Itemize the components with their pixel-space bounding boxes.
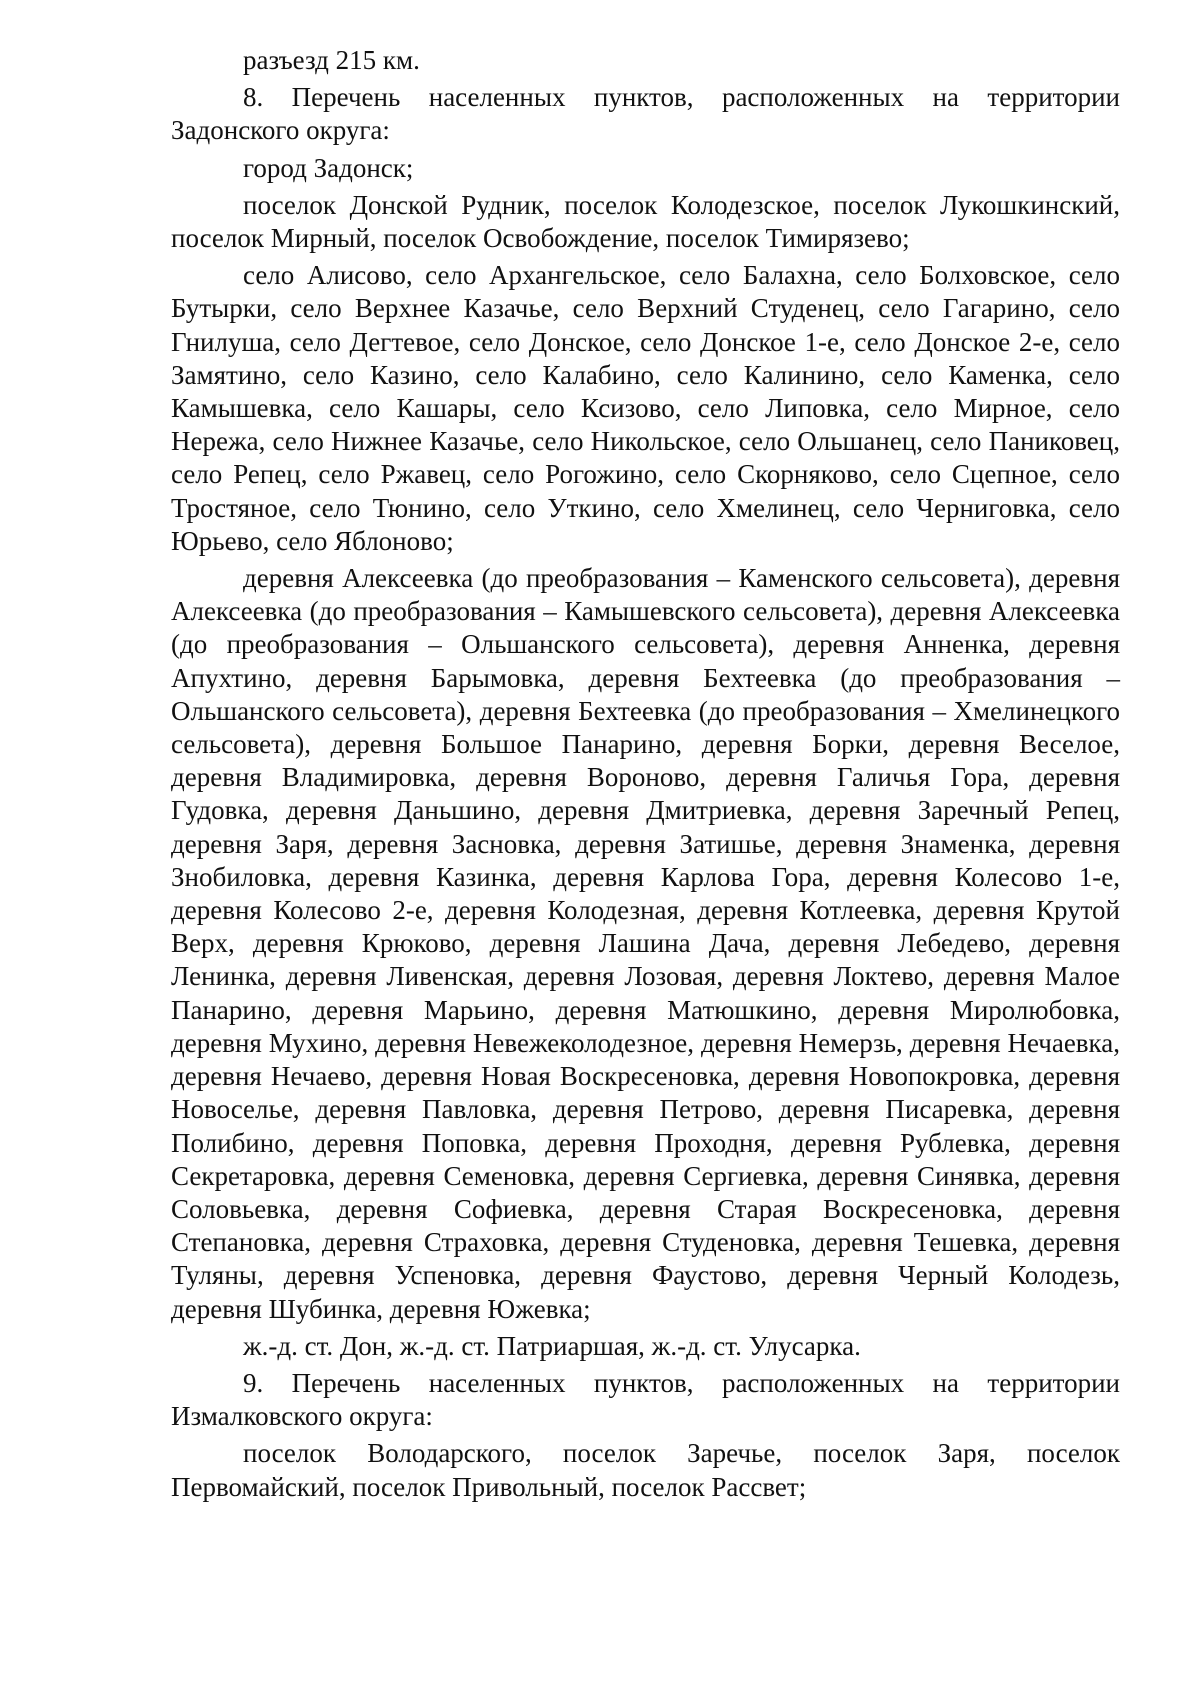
village-selo-list: село Алисово, село Архангельское, село Балахна, село Болховское, село Бутырки, село Верхнее Казачье, село Верхний Студенец, село Гагарино, село Гнилуша, село Дегтевое, село Донское, село Донское 1-е, село Донское 2-е, село Замятино, село Казино, село Калабино, село Калинино, село Каменка, село Камышевка, село Кашары, село Ксизово, село Липовка, село Мирное, село Нережа, село Нижнее Казачье, село Никольское, село Ольшанец, село Паниковец, село Репец, село Ржавец, село Рогожино, село Скорняково, село Сцепное, село Тростяное, село Тюнино, село Уткино, село Хмелинец, село Черниговка, село Юрьево, село Яблоново; [171,260,1120,556]
section-8-heading: 8. Перечень населенных пунктов, расположенных на территории Задонского округа: [171,82,1120,146]
section-9-heading: 9. Перечень населенных пунктов, расположенных на территории Измалковского округа: [171,1367,1120,1432]
izmalkovo-settlement-list: поселок Володарского, поселок Заречье, поселок Заря, поселок Первомайский, поселок Привольный, поселок Рассвет; [171,1438,1120,1502]
station-line: разъезд 215 км. [243,45,420,75]
city-list: город Задонск; [243,152,414,183]
settlement-list: поселок Донской Рудник, поселок Колодезское, поселок Лукошкинский, поселок Мирный, поселок Освобождение, поселок Тимирязево; [171,189,1120,254]
railway-station-list: ж.-д. ст. Дон, ж.-д. ст. Патриаршая, ж.-д. ст. Улусарка. [243,1330,861,1361]
village-derevnya-list: деревня Алексеевка (до преобразования – Каменского сельсовета), деревня Алексеевка (до преобразования – Камышевского сельсовета), деревня Алексеевка (до преобразования – Ольшанского сельсовета), деревня Анненка, деревня Апухтино, деревня Барымовка, деревня Бехтеевка (до преобразования – Ольшанского сельсовета), деревня Бехтеевка (до преобразования – Хмелинецкого сельсовета), деревня Большое Панарино, деревня Борки, деревня Веселое, деревня Владимировка, деревня Вороново, деревня Галичья Гора, деревня Гудовка, деревня Даньшино, деревня Дмитриевка, деревня Заречный Репец, деревня Заря, деревня Засновка, деревня Затишье, деревня Знаменка, деревня Знобиловка, деревня Казинка, деревня Карлова Гора, деревня Колесово 1-е, деревня Колесово 2-е, деревня Колодезная, деревня Котлеевка, деревня Крутой Верх, деревня Крюково, деревня Лашина Дача, деревня Лебедево, деревня Ленинка, деревня Ливенская, деревня Лозовая, деревня Локтево, деревня Малое Панарино, деревня Марьино, деревня Матюшкино, деревня Миролюбовка, деревня Мухино, деревня Невежеколодезное, деревня Немерзь, деревня Нечаевка, деревня Нечаево, деревня Новая Воскресеновка, деревня Новопокровка, деревня Новоселье, деревня Павловка, деревня Петрово, деревня Писаревка, деревня Полибино, деревня Поповка, деревня Проходня, деревня Рублевка, деревня Секретаровка, деревня Семеновка, деревня Сергиевка, деревня Синявка, деревня Соловьевка, деревня Софиевка, деревня Старая Воскресеновка, деревня Степановка, деревня Страховка, деревня Студеновка, деревня Тешевка, деревня Туляны, деревня Успеновка, деревня Фаустово, деревня Черный Колодезь, деревня Шубинка, деревня Южевка; [171,563,1120,1324]
document-page [171,44,1120,1504]
